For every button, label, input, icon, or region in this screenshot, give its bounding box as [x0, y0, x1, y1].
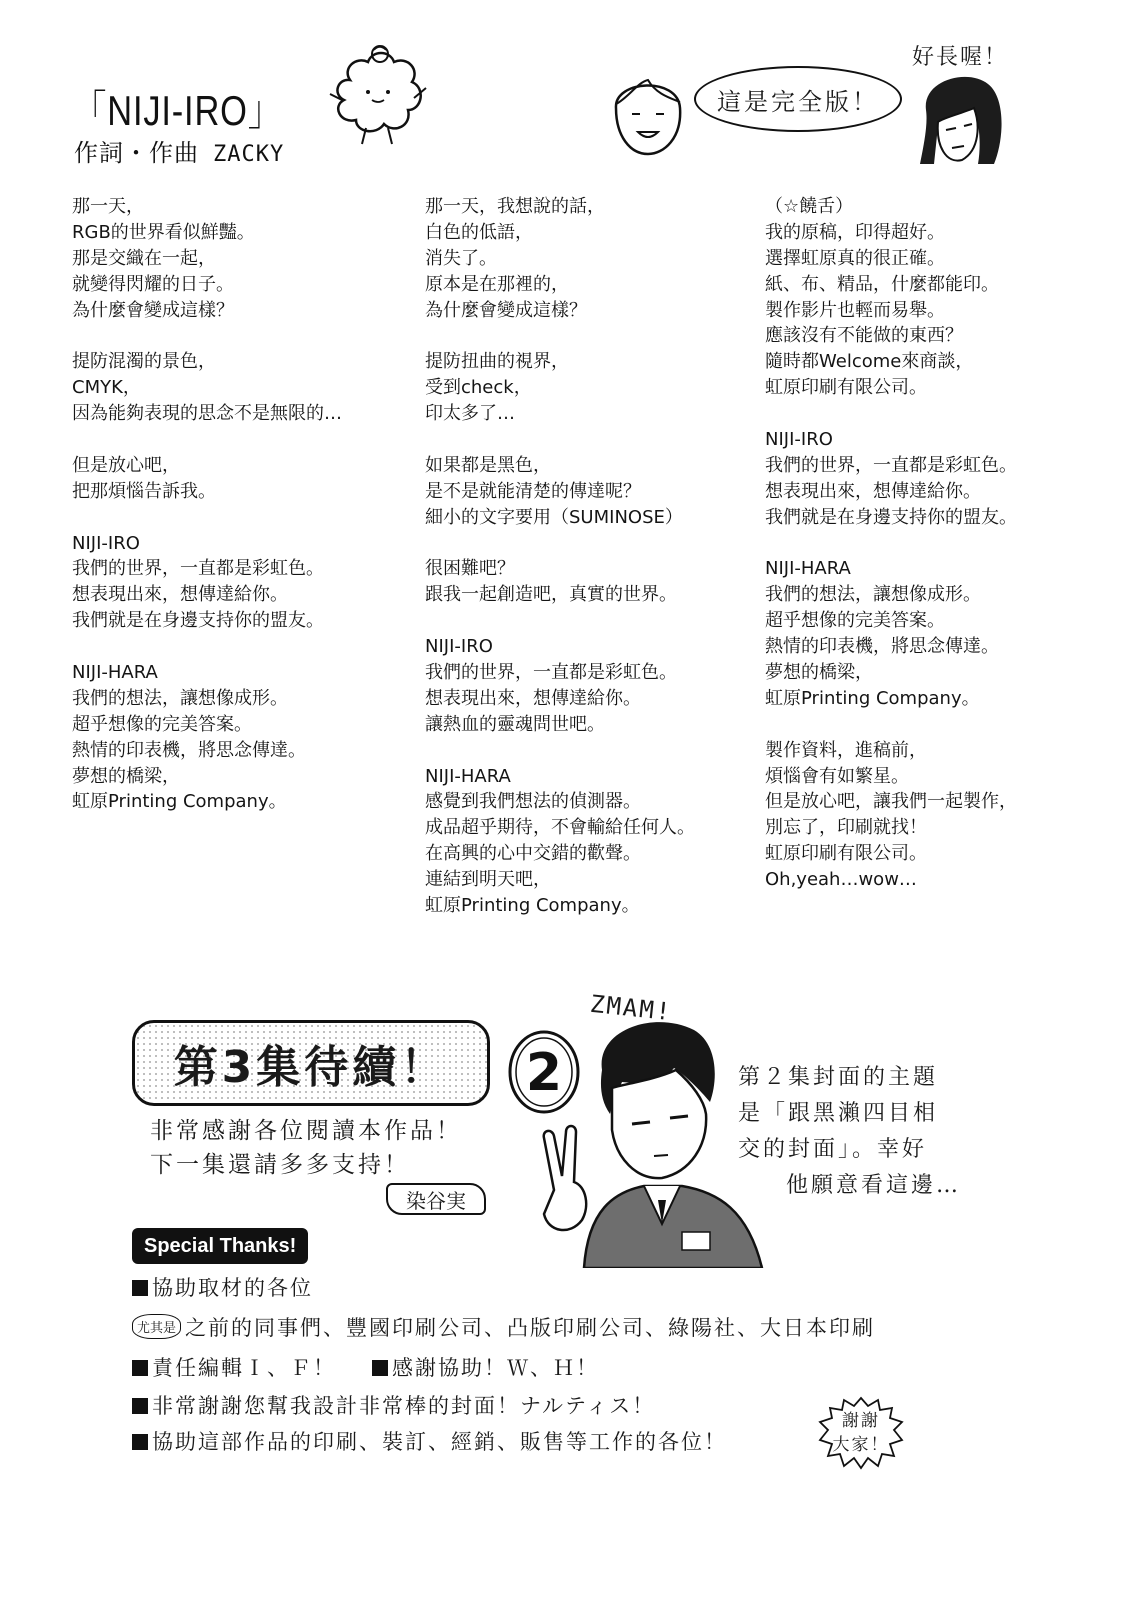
character-illustration: [504, 1010, 774, 1268]
lyric-line: RGB的世界看似鮮豔。: [72, 221, 255, 243]
lyric-line: NIJI-HARA: [765, 558, 851, 580]
author-signature: 染谷実: [386, 1183, 486, 1215]
lyric-line: 想表現出來，想傳達給你。: [765, 480, 981, 502]
lyric-line: 夢想的橋梁，: [72, 765, 180, 787]
lyric-line: 為什麼會變成這樣？: [72, 299, 234, 321]
volume-3-banner-text: 第3集待續！: [173, 1042, 449, 1093]
lyric-line: 感覺到我們想法的偵測器。: [425, 791, 641, 813]
lyric-line: [425, 738, 695, 764]
lyric-line: 因為能夠表現的思念不是無限的…: [72, 403, 342, 425]
credit-line: [132, 1352, 599, 1382]
lyric-line: 隨時都Welcome來商談，: [765, 351, 974, 373]
cover-note-line: 他願意看這邊…: [786, 1173, 962, 1198]
credit-name: ZACKY: [213, 142, 285, 167]
lyric-line: （☆饒舌）: [765, 196, 854, 217]
lyric-line: 熱情的印表機，將思念傳達。: [72, 739, 306, 761]
lyric-line: 虹原Printing Company。: [765, 687, 980, 709]
lyric-line: NIJI-HARA: [425, 765, 511, 787]
lyric-line: [765, 712, 1017, 738]
author-thanks-message: [150, 1114, 462, 1182]
cover-note-line: 第２集封面的主題: [738, 1065, 939, 1090]
lyric-line: 受到check，: [425, 377, 532, 399]
lyric-line: Oh,yeah…wow…: [765, 869, 917, 891]
lyric-line: NIJI-IRO: [765, 429, 833, 451]
credit-text: 責任編輯Ｉ、Ｆ！: [152, 1356, 336, 1380]
credit-label: 作詞・作曲: [74, 139, 199, 167]
lyric-line: 超乎想像的完美答案。: [72, 713, 252, 735]
lyric-line: [425, 427, 695, 453]
credit-line: [132, 1390, 655, 1420]
bullet-square-icon: [372, 1360, 388, 1376]
lyric-line: [765, 401, 1017, 427]
cloud-mascot-illustration: [322, 40, 432, 150]
lyric-line: 製作影片也輕而易舉。: [765, 299, 945, 321]
lyric-line: [72, 427, 342, 453]
lyric-line: NIJI-IRO: [72, 532, 140, 554]
lyric-line: 虹原印刷有限公司。: [765, 843, 927, 865]
volume-badge-number: 2: [525, 1043, 563, 1103]
credit-line: [132, 1272, 313, 1302]
lyric-line: 應該沒有不能做的東西？: [765, 325, 963, 347]
bullet-square-icon: [132, 1360, 148, 1376]
lyric-line: 在高興的心中交錯的歡聲。: [425, 843, 641, 865]
especially-tag: 尤其是: [132, 1314, 181, 1339]
lyric-line: 但是放心吧，讓我們一起製作，: [765, 791, 1017, 813]
lyric-line: 就變得閃耀的日子。: [72, 273, 234, 295]
lyric-line: 虹原印刷有限公司。: [765, 377, 927, 399]
lyric-line: 別忘了，印刷就找！: [765, 817, 927, 839]
lyric-line: 那一天，我想說的話，: [425, 196, 605, 217]
sound-effect: ZMAM!: [588, 989, 674, 1027]
lyric-line: 讓熱血的靈魂問世吧。: [425, 713, 605, 735]
credit-text: 感謝協助！Ｗ、Ｈ！: [392, 1356, 599, 1380]
song-credit: [74, 133, 284, 168]
lyrics-column-2: [425, 194, 695, 919]
lyric-line: 但是放心吧，: [72, 454, 180, 476]
lyric-line: 我們的世界，一直都是彩虹色。: [765, 454, 1017, 476]
credit-text: 協助取材的各位: [152, 1276, 313, 1300]
lyric-line: 想表現出來，想傳達給你。: [425, 687, 641, 709]
lyric-line: CMYK，: [72, 377, 141, 399]
cover-note-line: 交的封面」。幸好: [738, 1137, 928, 1162]
lyric-line: 我們的想法，讓想像成形。: [765, 584, 981, 606]
lyric-line: 我們的世界，一直都是彩虹色。: [425, 662, 677, 684]
thanks-everyone-bubble: [818, 1396, 904, 1470]
lyric-line: 熱情的印表機，將思念傳達。: [765, 636, 999, 658]
lyric-line: 我們的想法，讓想像成形。: [72, 687, 288, 709]
credit-text: 之前的同事們、豐國印刷公司、凸版印刷公司、綠陽社、大日本印刷: [185, 1316, 876, 1340]
cover-theme-note: [738, 1060, 961, 1204]
lyric-line: 製作資料，進稿前，: [765, 739, 927, 761]
bullet-square-icon: [132, 1434, 148, 1450]
lyric-line: 我的原稿，印得超好。: [765, 221, 945, 243]
boy-face-illustration: [608, 68, 688, 158]
lyric-line: 選擇虹原真的很正確。: [765, 247, 945, 269]
special-thanks-heading: Special Thanks!: [132, 1228, 308, 1264]
woman-face-illustration: [908, 60, 1018, 170]
lyric-line: [425, 608, 695, 634]
lyric-line: 虹原Printing Company。: [72, 791, 287, 813]
credit-line: [132, 1312, 875, 1342]
lyric-line: 夢想的橋梁，: [765, 662, 873, 684]
lyric-line: NIJI-HARA: [72, 662, 158, 684]
thanks-line: 下一集還請多多支持！: [150, 1152, 410, 1178]
lyric-line: 提防扭曲的視界，: [425, 351, 569, 373]
lyric-line: 印太多了…: [425, 403, 515, 425]
speech-bubble: [694, 66, 902, 132]
lyric-line: 提防混濁的景色，: [72, 351, 216, 373]
bullet-square-icon: [132, 1398, 148, 1414]
lyric-line: 原本是在那裡的，: [425, 273, 569, 295]
lyric-line: 跟我一起創造吧，真實的世界。: [425, 584, 677, 606]
lyric-line: 超乎想像的完美答案。: [765, 610, 945, 632]
lyric-line: 如果都是黑色，: [425, 454, 551, 476]
song-title: 「NIJI-IRO」: [72, 87, 284, 134]
lyric-line: [765, 531, 1017, 557]
lyric-line: 是不是就能清楚的傳達呢？: [425, 480, 641, 502]
lyric-line: NIJI-IRO: [425, 636, 493, 658]
lyric-line: 成品超乎期待，不會輸給任何人。: [425, 817, 695, 839]
lyric-line: [425, 531, 695, 557]
cover-note-line: 是「跟黑瀨四目相: [738, 1101, 939, 1126]
lyric-line: 想表現出來，想傳達給你。: [72, 584, 288, 606]
lyric-line: 白色的低語，: [425, 221, 533, 243]
credit-line: [132, 1426, 727, 1456]
lyric-line: 那是交織在一起，: [72, 247, 216, 269]
lyric-line: 很困難吧？: [425, 558, 515, 580]
side-note: 好長喔！: [912, 45, 1009, 70]
lyric-line: 為什麼會變成這樣？: [425, 299, 587, 321]
lyric-line: 把那煩惱告訴我。: [72, 480, 216, 502]
bubble-text: 這是完全版！: [717, 87, 879, 116]
credit-text: 協助這部作品的印刷、裝訂、經銷、販售等工作的各位！: [152, 1430, 727, 1454]
thanks-everyone-line: 大家！: [832, 1435, 890, 1455]
lyric-line: 我們的世界，一直都是彩虹色。: [72, 558, 324, 580]
lyric-line: [72, 634, 342, 660]
lyric-line: 消失了。: [425, 247, 497, 269]
thanks-everyone-line: 謝謝: [842, 1411, 880, 1431]
thanks-line: 非常感謝各位閱讀本作品！: [150, 1118, 462, 1144]
bullet-square-icon: [132, 1280, 148, 1296]
lyric-line: [72, 505, 342, 531]
lyrics-column-3: [765, 194, 1017, 893]
lyric-line: [425, 323, 695, 349]
lyric-line: 煩惱會有如繁星。: [765, 765, 909, 787]
volume-3-banner: [132, 1020, 490, 1106]
lyric-line: 細小的文字要用（SUMINOSE）: [425, 506, 683, 528]
lyric-line: 虹原Printing Company。: [425, 895, 640, 917]
lyric-line: 連結到明天吧，: [425, 869, 551, 891]
lyric-line: [72, 323, 342, 349]
lyric-line: 我們就是在身邊支持你的盟友。: [72, 610, 324, 632]
lyric-line: 那一天，: [72, 196, 144, 217]
lyric-line: 我們就是在身邊支持你的盟友。: [765, 506, 1017, 528]
lyric-line: 紙、布、精品，什麼都能印。: [765, 273, 999, 295]
lyrics-column-1: [72, 194, 342, 815]
thanks-everyone-text: [833, 1409, 890, 1457]
credit-text: 非常謝謝您幫我設計非常棒的封面！ナルティス！: [152, 1394, 656, 1418]
